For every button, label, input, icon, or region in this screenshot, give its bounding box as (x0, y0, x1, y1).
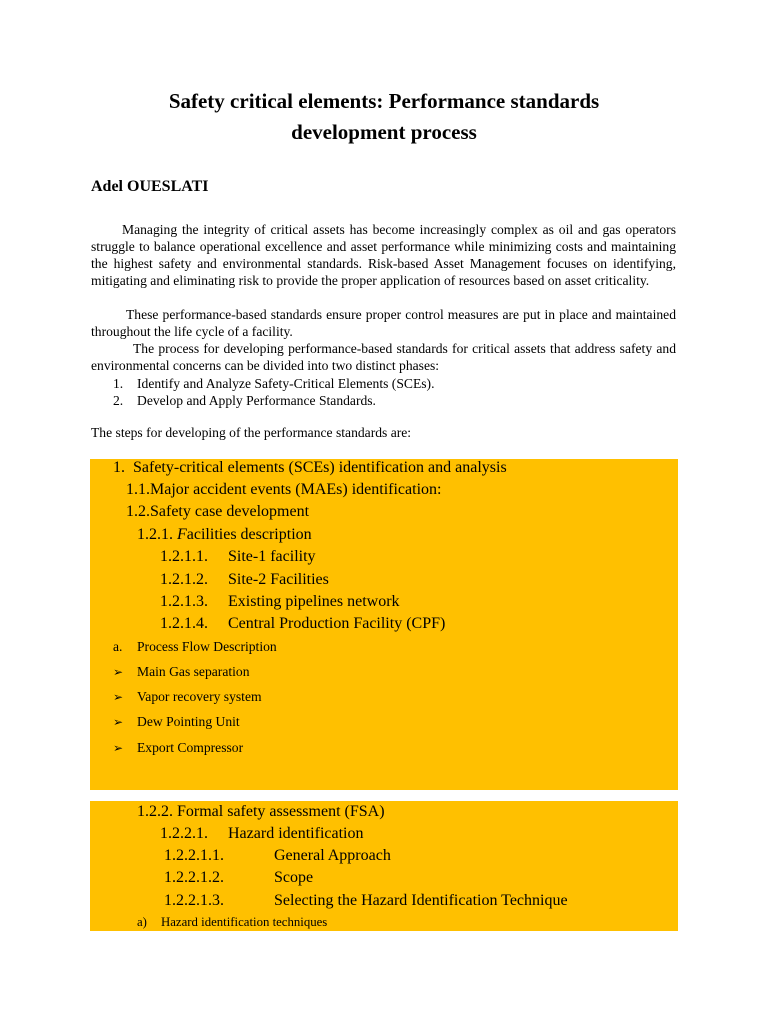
phase-item (113, 392, 434, 409)
steps-intro: The steps for developing of the performance standards are: (91, 425, 412, 440)
paragraph-intro: Managing the integrity of critical assets has become increasingly complex as oil and gas operators struggle to balance operational excellence and asset performance while minimizing costs and maintaining the highest safety and environmental standards. Risk-based Asset Management focuses on identifying, mitigating and eliminating risk to provide the proper application of resources based on asset criticality. (91, 222, 676, 288)
outline-text: Scope (274, 869, 314, 886)
item-text: Process Flow Description (137, 639, 277, 654)
author-name: Adel OUESLATI (91, 178, 209, 195)
outline-sub-item (160, 548, 316, 566)
outline-text: Site-1 facility (228, 548, 316, 565)
phase-number: 2. (113, 393, 124, 408)
outline-number: 1.2.1.1. (160, 548, 208, 565)
arrow-bullet-icon: ➢ (113, 665, 124, 679)
outline-text: Existing pipelines network (228, 593, 400, 610)
outline-text: General Approach (274, 847, 391, 864)
arrow-bullet-icon: ➢ (113, 690, 124, 704)
item-letter: a. (113, 639, 123, 654)
outline-text: Selecting the Hazard Identification Technique (274, 892, 568, 909)
document-title (0, 86, 768, 148)
outline-sub-item (164, 892, 568, 910)
outline-level-1-2-2-1 (160, 825, 364, 843)
outline-text: Hazard identification (228, 825, 364, 842)
title-line-1: Safety critical elements: Performance standards (168, 89, 600, 113)
outline-number: 1.2.2.1. (160, 825, 208, 842)
outline-level-1-2: 1.2.Safety case development (126, 503, 310, 520)
bullet-text: Dew Pointing Unit (137, 714, 240, 729)
outline-text: acilities description (186, 526, 312, 543)
bullet-item (113, 689, 262, 705)
outline-number: 1.2.2.1.2. (164, 869, 224, 886)
outline-level-1-1: 1.1.Major accident events (MAEs) identification: (126, 481, 442, 498)
outline-number: 1.2.1.2. (160, 571, 208, 588)
phase-number: 1. (113, 376, 124, 391)
outline-sub-item (160, 615, 445, 633)
outline-text: Safety-critical elements (SCEs) identification and analysis (133, 459, 507, 476)
outline-number: 1.2.2.1.1. (164, 847, 224, 864)
phase-text: Develop and Apply Performance Standards. (137, 393, 376, 408)
outline-level-1 (113, 459, 507, 477)
bullet-item (113, 740, 243, 756)
outline-sub-item (164, 869, 313, 887)
outline-sub-item (160, 593, 400, 611)
outline-number: 1.2.2.1.3. (164, 892, 224, 909)
title-line-2: development process (291, 120, 477, 144)
item-text: Hazard identification techniques (161, 915, 328, 929)
bullet-item (113, 664, 250, 680)
arrow-bullet-icon: ➢ (113, 715, 124, 729)
bullet-text: Main Gas separation (137, 664, 250, 679)
phase-text: Identify and Analyze Safety-Critical Elements (SCEs). (137, 376, 435, 391)
outline-level-1-2-1 (137, 526, 312, 544)
item-letter: a) (137, 915, 147, 929)
outline-level-1-2-2: 1.2.2. Formal safety assessment (FSA) (137, 803, 385, 820)
outline-sub-item (160, 571, 329, 589)
paragraph-standards: These performance-based standards ensure proper control measures are put in place and maintained throughout the life cycle of a facility. (91, 307, 676, 339)
paragraph-process: The process for developing performance-based standards for critical assets that address safety and environmental concerns can be divided into two distinct phases: (91, 341, 676, 373)
outline-number: 1.2.1. (137, 526, 173, 543)
outline-item-a (137, 915, 327, 930)
outline-text: Site-2 Facilities (228, 571, 329, 588)
outline-sub-item (164, 847, 391, 865)
bullet-text: Vapor recovery system (137, 689, 262, 704)
arrow-bullet-icon: ➢ (113, 741, 124, 755)
outline-text: Central Production Facility (CPF) (228, 615, 446, 632)
outline-initial: F (177, 526, 187, 543)
phase-item (113, 375, 434, 392)
outline-number: 1. (113, 459, 125, 476)
outline-number: 1.2.1.4. (160, 615, 208, 632)
bullet-text: Export Compressor (137, 740, 244, 755)
bullet-item (113, 714, 240, 730)
outline-item-a (113, 639, 277, 655)
outline-number: 1.2.1.3. (160, 593, 208, 610)
phases-list (113, 375, 434, 409)
